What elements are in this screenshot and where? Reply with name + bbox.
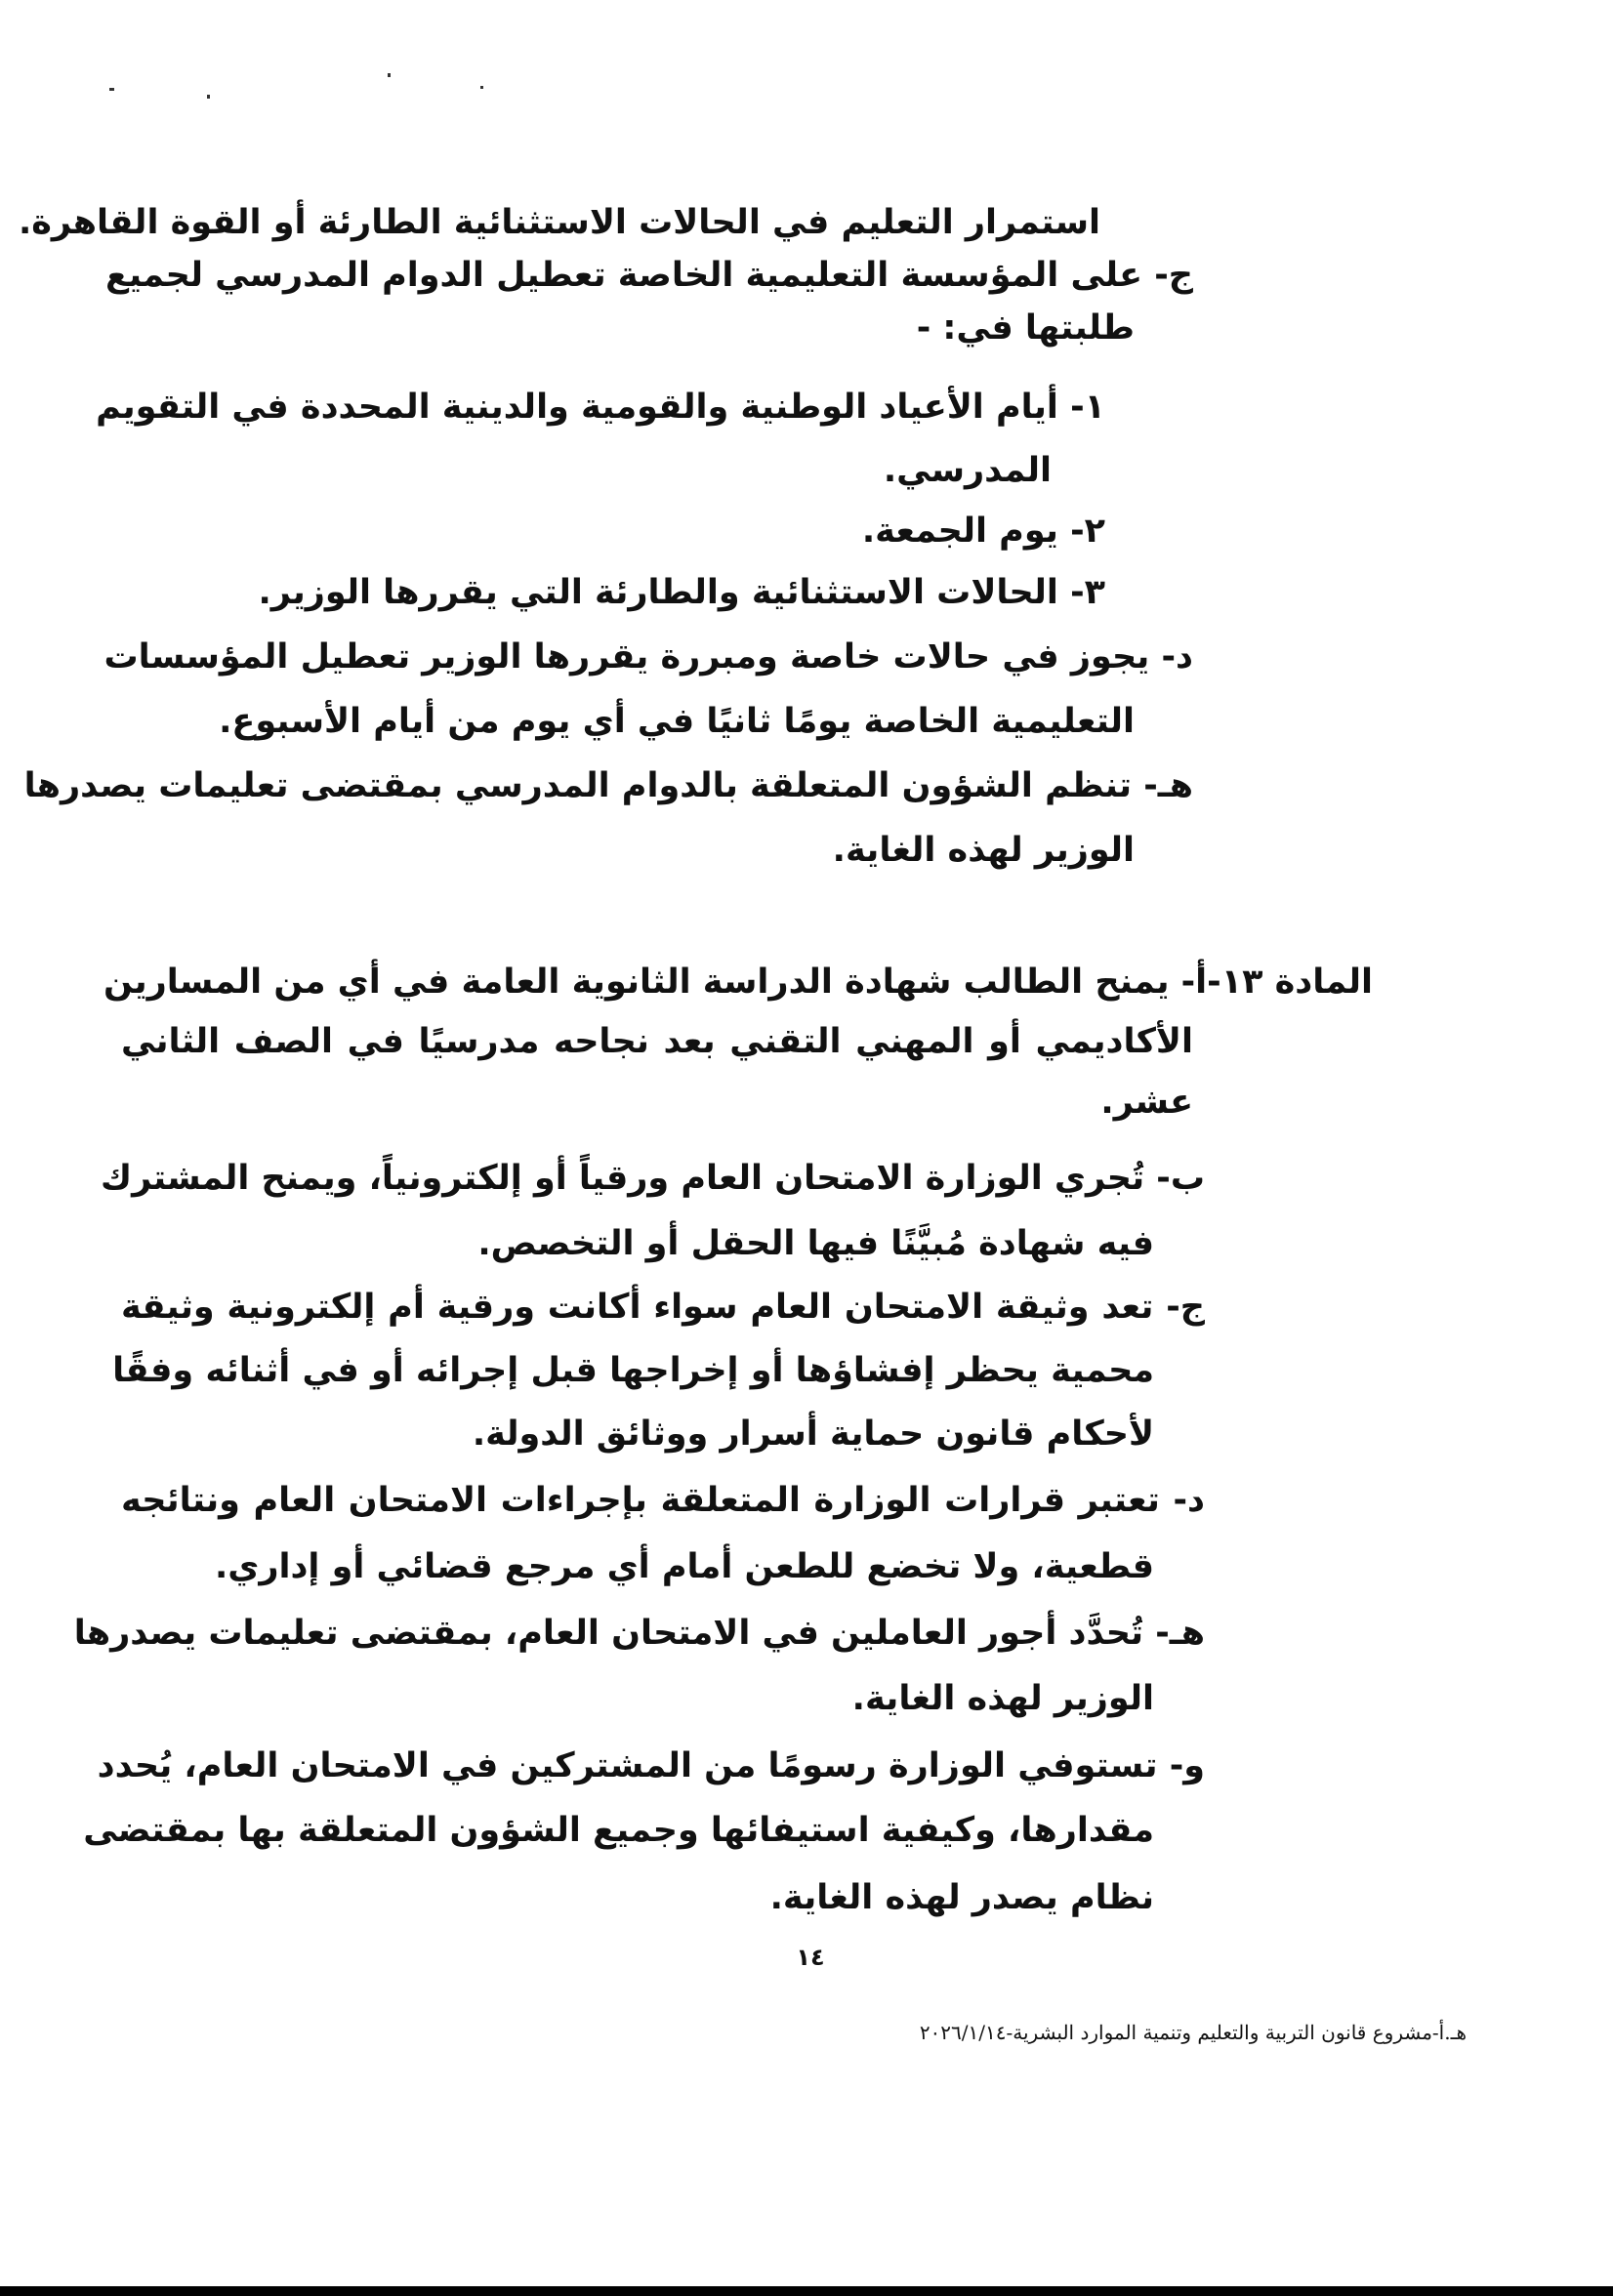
text-line: استمرار التعليم في الحالات الاستثنائية الطارئة أو القوة القاهرة. <box>18 203 1100 242</box>
text-line: الأكاديمي أو المهني التقني بعد نجاحه مدرسيًا في الصف الثاني <box>121 1022 1193 1061</box>
text-line: فيه شهادة مُبيَّنًا فيها الحقل أو التخصص. <box>477 1224 1154 1263</box>
text-line: ٣- الحالات الاستثنائية والطارئة التي يقررها الوزير. <box>258 573 1105 612</box>
text-line: د- يجوز في حالات خاصة ومبررة يقررها الوزير تعطيل المؤسسات <box>103 637 1193 676</box>
text-line: المدرسي. <box>883 451 1052 490</box>
text-line: ب- تُجري الوزارة الامتحان العام ورقياً أو إلكترونياً، ويمنح المشترك <box>101 1159 1205 1198</box>
text-line: و- تستوفي الوزارة رسومًا من المشتركين في الامتحان العام، يُحدد <box>97 1746 1205 1785</box>
text-line: ج- تعد وثيقة الامتحان العام سواء أكانت ورقية أم إلكترونية وثيقة <box>121 1288 1205 1327</box>
scan-edge-rule <box>0 2286 1613 2296</box>
text-line: هـ- تنظم الشؤون المتعلقة بالدوام المدرسي بمقتضى تعليمات يصدرها <box>23 766 1193 805</box>
text-line: مقدارها، وكيفية استيفائها وجميع الشؤون المتعلقة بها بمقتضى <box>83 1811 1154 1850</box>
text-line: ج- على المؤسسة التعليمية الخاصة تعطيل الدوام المدرسي لجميع <box>104 256 1193 295</box>
text-line: طلبتها في: - <box>916 308 1135 348</box>
text-line: التعليمية الخاصة يومًا ثانيًا في أي يوم من أيام الأسبوع. <box>219 702 1135 741</box>
text-line: ٢- يوم الجمعة. <box>861 512 1105 551</box>
page-number: ١٤ <box>796 1944 825 1971</box>
text-line: الوزير لهذه الغاية. <box>851 1679 1154 1718</box>
text-line: نظام يصدر لهذه الغاية. <box>769 1878 1154 1917</box>
text-line: ١- أيام الأعياد الوطنية والقومية والدينية المحددة في التقويم <box>96 388 1105 427</box>
text-line: هـ- تُحدَّد أجور العاملين في الامتحان العام، بمقتضى تعليمات يصدرها <box>73 1614 1205 1653</box>
footer-note: هـ.أ-مشروع قانون التربية والتعليم وتنمية الموارد البشرية-٢٠٢٦/١/١٤ <box>919 2021 1467 2044</box>
text-line: عشر. <box>1100 1083 1193 1122</box>
text-line: محمية يحظر إفشاؤها أو إخراجها قبل إجرائه أو في أثنائه وفقًا <box>112 1351 1154 1390</box>
text-line: قطعية، ولا تخضع للطعن أمام أي مرجع قضائي أو إداري. <box>214 1547 1154 1586</box>
text-line: لأحكام قانون حماية أسرار ووثائق الدولة. <box>472 1414 1154 1454</box>
text-line: د- تعتبر قرارات الوزارة المتعلقة بإجراءات الامتحان العام ونتائجه <box>121 1481 1205 1520</box>
article-heading-line: المادة ١٣-أ- يمنح الطالب شهادة الدراسة الثانوية العامة في أي من المسارين <box>103 963 1373 1002</box>
text-line: الوزير لهذه الغاية. <box>832 831 1135 870</box>
